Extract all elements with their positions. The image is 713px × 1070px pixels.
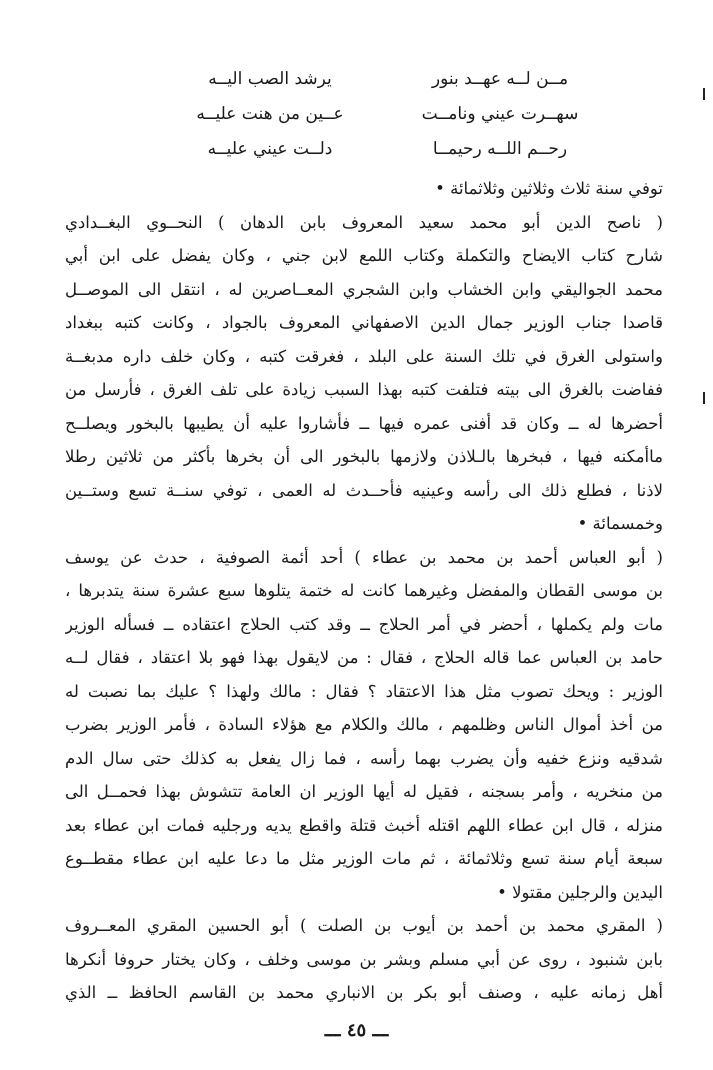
text-line: واستولى الغرق في تلك السنة على البلد ، فغرقت كتبه ، وكان خلف داره مدبغــة — [65, 346, 663, 366]
text-line: أحضرها له ــ وكان قد أفنى عمره فيها ــ فأشاروا عليه أن يطيبها بالبخور ويصلــح — [65, 413, 663, 433]
text-line: ماأمكنه فيها ، فبخرها بالـلاذن ولازمها بالبخور الى أن بخرها بأكثر من ثلاثين رطلا — [65, 447, 663, 466]
text-line: اليدين والرجلين مقتولا • — [497, 882, 663, 902]
verse-first-hemistich: سهــرت عيني ونامــت — [421, 104, 579, 124]
text-line: سبعة أيام سنة تسع وثلاثمائة ، ثم مات الوزير مثل ما دعا عليه ابن عطاء مقطــوع — [65, 849, 663, 868]
text-line: قاصدا جناب الوزير جمال الدين الاصفهاني المعروف بالجواد ، وكانت كتبه ببغداد — [65, 313, 663, 332]
text-line: بن موسى القطان والمفضل وغيرهما كانت له ختمة يتلوها سبع عشرة سنة يتدبرها ، — [65, 581, 663, 600]
text-line: مات ولم يكملها ، أحضر في أمر الحلاج ــ وقد كتب الحلاج اعتقاده ــ فسأله الوزير — [65, 614, 663, 634]
poem-block — [175, 62, 595, 167]
verse-second-hemistich: دلــت عيني عليــه — [207, 139, 333, 159]
text-line: من منخريه ، وأمر بسجنه ، فقيل له أيها الوزير ان العامة تتشوش بهذا فحمــل الى — [65, 782, 663, 801]
body-text — [65, 172, 663, 1010]
poem-verse — [175, 62, 595, 97]
text-line: محمد الجواليقي وابن الخشاب وابن الشجري المعــاصرين له ، انتقل الى الموصــل — [65, 279, 663, 299]
entry-heading-line: ( المقري محمد بن أحمد بن أيوب بن الصلت ) أبو الحسين المقري المعــروف — [65, 916, 663, 935]
text-line: منزله ، قال ابن عطاء اللهم اقتله أخبث قتلة واقطع يديه ورجليه فمات ابن عطاء بعد — [65, 815, 663, 835]
text-line: شارح كتاب الايضاح والتكملة وكتاب اللمع لابن جني ، وكان يفضل على ابن أبي — [65, 246, 663, 265]
text-line: حامد بن العباس عما قاله الحلاج ، فقال : من لايقول بهذا فهو بلا اعتقاد ، فقال لــه — [65, 648, 663, 667]
entry-heading-line: ( ناصح الدين أبو محمد سعيد المعروف بابن الدهان ) النحــوي البغــدادي — [65, 212, 663, 232]
text-line: وخمسمائة • — [577, 514, 663, 533]
verse-second-hemistich: عــين من هنت عليــه — [196, 104, 344, 124]
text-line: أهل زمانه عليه ، وصنف أبو بكر بن الانباري محمد بن القاسم الحافظ ــ الذي — [65, 983, 663, 1002]
verse-first-hemistich: رحــم اللــه رحيمــا — [432, 139, 568, 159]
text-line: شدقيه ونزع خفيه وأن يضرب بهما رأسه ، فما زال يفعل به كذلك حتى سال الدم — [65, 748, 663, 768]
entry-heading-line: ( أبو العباس أحمد بن محمد بن عطاء ) أحد أئمة الصوفية ، حدث عن يوسف — [65, 547, 663, 567]
margin-tick — [703, 392, 705, 404]
verse-second-hemistich: يرشد الصب اليــه — [208, 69, 332, 89]
text-line: لاذنا ، فطلع ذلك الى رأسه وعينيه فأحــدث له العمى ، توفي سنــة تسع وستــين — [65, 480, 663, 500]
text-line: توفي سنة ثلاث وثلاثين وثلاثمائة • — [435, 179, 663, 198]
poem-verse — [175, 97, 595, 132]
poem-verse — [175, 132, 595, 167]
text-line: الوزير : ويحك تصوب مثل هذا الاعتقاد ؟ فقال : مالك ولهذا ؟ عليك بما نصبت له — [65, 681, 663, 701]
text-line: ففاضت بالغرق الى بيته فتلفت كتبه بهذا السبب زيادة على تلف الغرق ، فأرسل من — [65, 380, 663, 399]
verse-first-hemistich: مــن لــه عهــد بنور — [431, 69, 569, 89]
page-number: ـــ ٤٥ ـــ — [324, 1020, 389, 1041]
margin-tick — [703, 88, 705, 100]
text-line: من أخذ أموال الناس وظلمهم ، مالك والكلام مع هؤلاء السادة ، فأمر الوزير بضرب — [65, 715, 663, 734]
text-line: بابن شنبود ، روى عن أبي مسلم وبشر بن موسى وخلف ، وكان يختار حروفا أنكرها — [65, 949, 663, 969]
